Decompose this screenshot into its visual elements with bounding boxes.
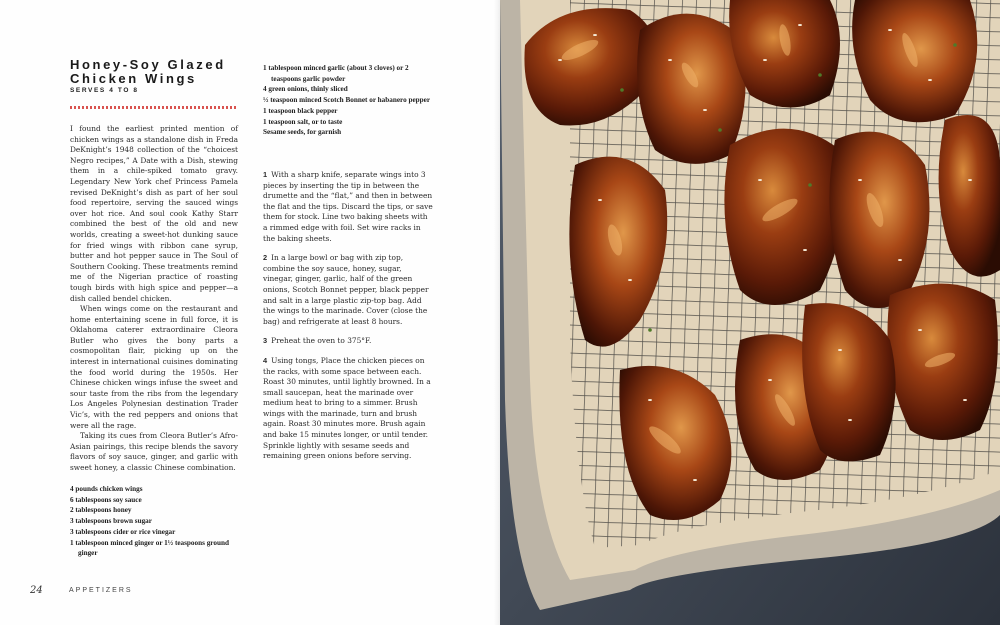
ingredient-item: Sesame seeds, for garnish (263, 128, 342, 137)
intro-paragraph-3: Taking its cues from Cleora Butler’s Afro-Asian pairings, this recipe blends the savory flavors of soy sauce, ginger, and garlic with sweet honey, a classic Chinese combination. (70, 431, 238, 472)
method-step (263, 336, 433, 347)
ingredient-item: 6 tablespoons soy sauce (70, 495, 142, 504)
chicken-wings-photo (500, 0, 1000, 625)
ingredient-item: 1 teaspoon black pepper (263, 106, 338, 115)
recipe-title (70, 58, 260, 86)
ingredient-item: ½ teaspoon minced Scotch Bonnet or habanero pepper (263, 96, 431, 105)
intro-text (70, 124, 238, 474)
ingredient-item: 1 teaspoon salt, or to taste (263, 117, 343, 126)
method-step (263, 170, 433, 244)
step-number: 3 (263, 336, 268, 346)
method-steps (263, 170, 433, 471)
ingredient-item: 3 tablespoons brown sugar (70, 517, 152, 526)
section-running-head: APPETIZERS (69, 587, 133, 594)
step-number: 4 (263, 355, 268, 365)
ingredients-list-left (70, 484, 238, 559)
ingredient-item: 2 tablespoons honey (70, 506, 132, 515)
ingredient-item: 1 tablespoon minced ginger or 1½ teaspoons ground ginger (70, 538, 229, 558)
title-line-1: Honey-Soy Glazed (70, 57, 226, 72)
ingredient-item: 4 green onions, thinly sliced (263, 85, 348, 94)
step-text: With a sharp knife, separate wings into 3 pieces by inserting the tip in between the drumette and the “flat,” and then in between the flat and the tips. Discard the tips, or save them for stock. Line two baking sheets with a rimmed edge with foil. Set wire racks in the baking sheets. (263, 170, 433, 243)
ingredient-item: 3 tablespoons cider or rice vinegar (70, 527, 176, 536)
method-step (263, 356, 433, 462)
step-text: Preheat the oven to 375°F. (271, 336, 372, 346)
ingredient-item: 4 pounds chicken wings (70, 485, 143, 493)
ingredients-list-right (263, 63, 438, 138)
step-number: 1 (263, 170, 268, 179)
title-line-2: Chicken Wings (70, 71, 197, 86)
intro-paragraph-2: When wings come on the restaurant and home entertaining scene in full force, it is Oklahoma caterer extraordinaire Cleora Butler who gives the bony parts a cosmopolitan flair, picking up on the interest in international cuisines dominating the food world during the 1950s. Her Chinese chicken wings infuse the sweet and sour taste from the ribs from the legendary Los Angeles Polynesian destination Trader Vic’s, with the red peppers and onions that were all the rage. (70, 304, 238, 430)
step-text: In a large bowl or bag with zip top, combine the soy sauce, honey, sugar, vinegar, ginger, garlic, half of the green onions, Scotch Bonnet pepper, black pepper and salt in a large plastic zip-top bag. Add the wings to the marinade. Cover (close the bag) and refrigerate at least 8 hours. (263, 253, 429, 326)
page-number: 24 (30, 585, 43, 596)
method-step (263, 253, 433, 327)
photo-illustration (500, 0, 1000, 625)
wing (637, 14, 745, 164)
step-text: Using tongs, Place the chicken pieces on the racks, with some space between each. Roast 30 minutes, until lightly browned. In a small saucepan, heat the marinade over medium heat to bring to a simmer. Brush wings with the marinade, turn and brush again. Roast 30 minutes more. Brush again and bake 15 minutes longer, or until tender. Sprinkle lightly with sesame seeds and remaining green onions before serving. (263, 355, 431, 461)
serves-label: SERVES 4 TO 8 (70, 87, 139, 94)
step-number: 2 (263, 253, 268, 263)
ingredient-item: 1 tablespoon minced garlic (about 3 cloves) or 2 teaspoons garlic powder (263, 64, 409, 83)
intro-paragraph-1: I found the earliest printed mention of chicken wings as a standalone dish in Freda DeKnight’s 1948 collection of the “choicest Negro recipes,” A Date with a Dish, stewing them in a chile-spiked tomato gravy. Legendary New York chef Princess Pamela revised DeKnight’s dish as part of her soul food repertoire, serving the sauced wings over hot rice. And soul cook Kathy Starr combined the best of the old and new worlds, creating a sweet-hot dunking sauce for fried wings with ribbon cane syrup, butter and hot pepper sauce in The Soul of Southern Cooking. These treatments remind me of the Nigerian practice of roasting tough birds with high spice and pepper—a dish called bendel chicken. (70, 124, 238, 303)
decorative-rule (70, 106, 236, 109)
